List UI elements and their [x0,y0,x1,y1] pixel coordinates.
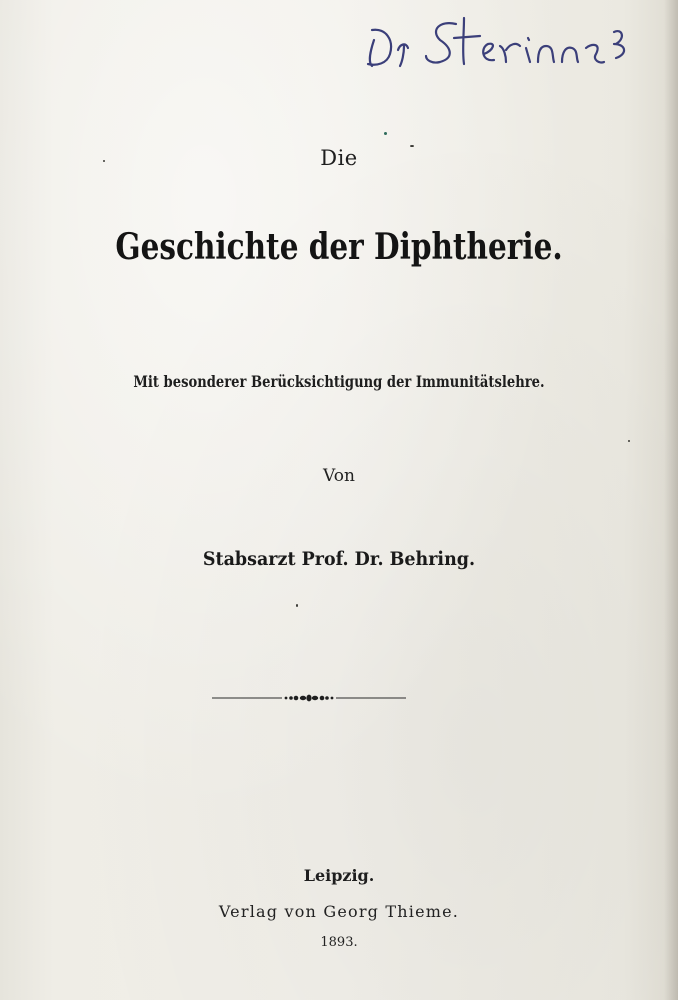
decorative-rule-icon [212,690,406,706]
ink-speck [296,604,298,607]
page-title: Geschichte der Diphtherie. [115,226,563,268]
place-of-publication: Leipzig. [303,866,375,885]
author-name: Stabsarzt Prof. Dr. Behring. [202,548,476,570]
handwritten-signature-icon [360,10,665,70]
publisher: Verlag von Georg Thieme. [218,902,460,921]
publication-year: 1893. [320,935,358,950]
ink-speck [384,132,387,135]
ink-speck [628,440,630,442]
title-prefix: Die [320,146,358,170]
subtitle: Mit besonderer Berücksichtigung der Immunitätslehre. [133,372,545,391]
byline-word: Von [323,466,355,486]
